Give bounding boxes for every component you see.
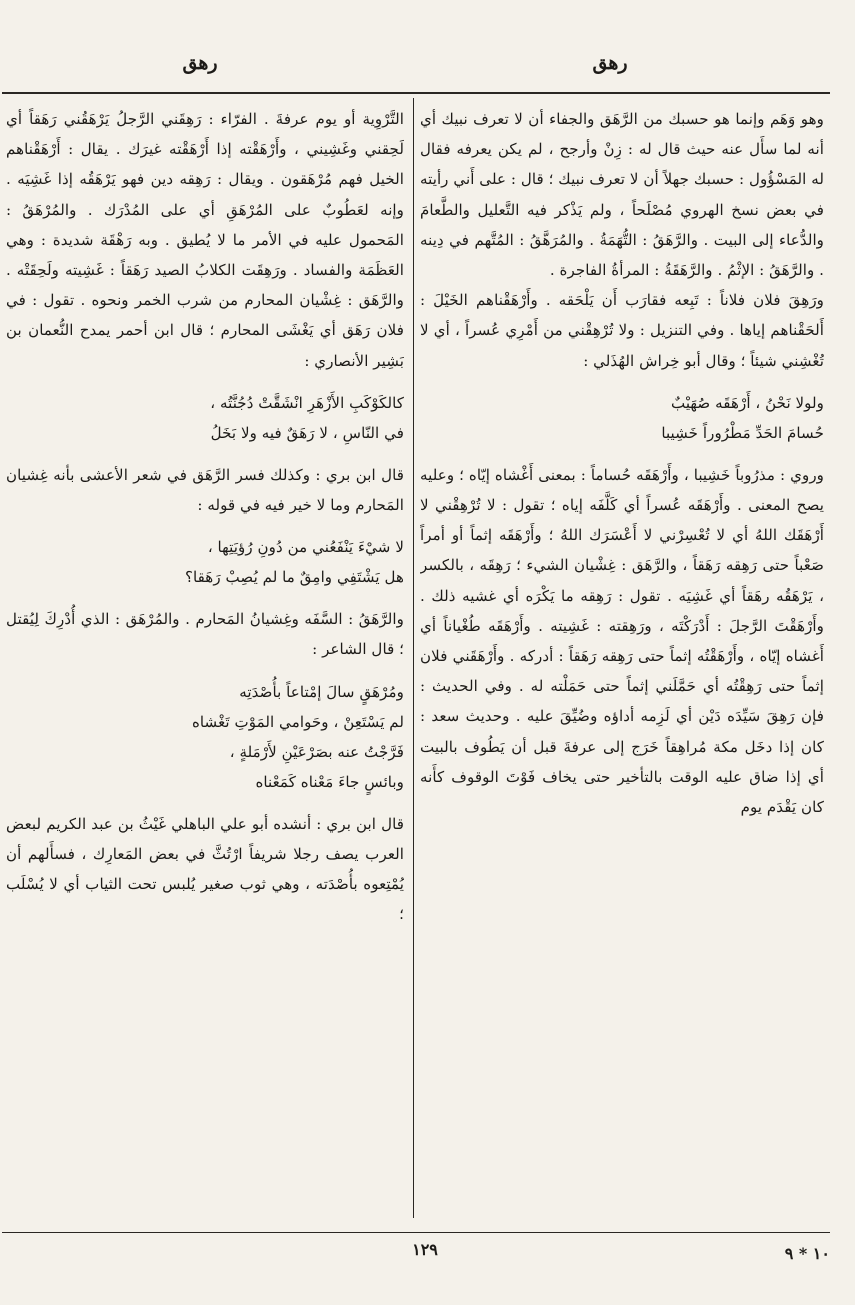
running-head-left: رهق [182,52,218,74]
verse-line: فَرَّجْتُ عنه بصَرْعَيْنِ لأَرْمَلةٍ ، [229,742,404,761]
paragraph: قال ابن بري : وكذلك فسر الرَّهَق في شعر الأعشى بأنه غِشيان المَحارم وما لا خير فيه في قوله : [6,465,404,515]
header-rule [2,92,830,94]
column-divider [413,98,414,1218]
paragraph: ورَهِقَ فلان فلاناً : تَبِعه فقارَب أَن يَلْحَقه . وأَرْهَقْناهم الخَيْلَ : أَلحَقْناهم إياها . وفي التنزيل : ولا تُرْهِقْني من أَمْرِي عُسراً ، أي لا تُغْشِني شيئاً ؛ وقال أبو خِراش الهُذَلي : [420,291,824,370]
verse-line: لا شيْءَ يَنْفَعُني من دُونِ رُؤيَتِها ، [207,538,404,557]
verse-line: وبائسٍ جاءَ مَعْناه كَمَعْناه [255,772,404,791]
verse-line: هل يَشْتَفِي وامِقٌ ما لم يُصِبْ رَهَقا؟ [184,568,404,587]
paragraph: وروي : مذرُوباً خَشِيبا ، وأَرْهَقَه حُساماً : بمعنى أَغْشاه إيّاه ؛ وعليه يصح المعنى . وأَرْهَقَه عُسراً أي كَلَّفَه إياه ؛ تقول : لا تُرْهِقْني لا أَرْهَقَك اللهُ أي لا تُعْسِرْني لا أَعْسَرَك اللهُ ؛ وأَرْهَقَه إثماً أو أمراً صَعْباً حتى رَهِقه رَهَقاً ، والرَّهَق : غِشْيان الشيء ؛ رَهِقَه ، بالكسر ، يَرْهَقُه رهَقاً أي غَشِيَه . تقول : رَهِقه ما يَكْرَه أي غشيه ذلك . وأَرْهَقْتَ الرَّجلَ : أَدْرَكْتَه ، ورَهِقته : غَشِيته . وأَرْهَقَه طُغْياناً أي أَغشاه إيّاه ، وأَرْهَقْتُه إثماً حتى رَهِقه رَهَقاً : أدركه . وأَرْهَقَني فلان إثماً حتى رَهِقْتُه أي حَمَّلَني إثماً حتى حَمَلْته له . وفي الحديث : فإن رَهِقَ سَيِّدَه دَيْن أي لَزِمه أداؤه وضُيِّقَ عليه . وحديث سعد : كان إذا دخَل مكة مُراهِقاً خَرَج إلى عرفةَ قبل أن يَطُوف بالبيت أي إذا ضاق عليه الوقت بالتأخير حتى يخاف فَوْتَ الوقوف كأَنه كان يَقْدَم يوم [420,465,824,817]
verse-block [6,520,404,604]
verse-line: ولولا نَحْنُ ، أَرْهَقَه صُهَيْبٌ [670,393,824,412]
paragraph: التَّرْوِية أو يوم عرفةَ . الفرّاء : رَهِقَني الرَّجلُ يَرْهَقُني رَهَقاً أي لَحِقني وغَشِيني ، وأَرْهَقْته إذا أَرْهَقْته غيرَك . يقال : أَرْهَقْناهم الخيل فهم مُرْهَقون . ويقال : رَهِقه دين فهو يَرْهَقُه إذا غَشِيَه . وإنه لعَطُوبٌ على المُرْهَقِ أي على المُدْرَك . والمُرْهَقُ : المَحمول عليه في الأمر ما لا يُطيق . وبه رَهْقَة شديدة : وهي العَظَمَة والفساد . ورَهِقَت الكلابُ الصيد رَهَقاً : غَشِيته ولَحِقَتْه . والرَّهَق : غِشْيان المحارم من شرب الخمر ونحوه . تقول : في فلان رَهَق أي يَغْشَى المحارم ؛ قال ابن أحمر يمدح النُّعمان بن بَشِير الأنصاري : [6,110,404,370]
right-column [420,104,824,1216]
verse-line: لم يَسْتَعِنْ ، وحَوامي المَوْتِ تَغْشاه [191,712,404,731]
paragraph: قال ابن بري : أنشده أبو علي الباهلي غَيْثُ بن عبد الكريم لبعض العرب يصف رجلا شريفاً ارْتُثَّ في بعض المَعارِك ، فسأَلهم أن يُمْتِعوه بأُصْدَته ، وهي ثوب صغير يُلبس تحت الثياب أي لا يُسْلَب ؛ [6,814,404,924]
verse-block [6,665,404,809]
footer-rule [2,1232,830,1233]
running-head-right: رهق [592,52,628,74]
page-number: ١٢٩ [412,1240,438,1259]
left-column [6,104,404,1216]
verse-line: كالكَوْكَبِ الأَزْهَرِ انْشَقَّتْ دُجُنَّتُه ، [210,393,404,412]
verse-line: حُسامَ الحَدِّ مَطْرُوراً خَشِيبا [661,423,824,442]
signature-mark: ۹ * ۱۰ [784,1244,830,1263]
paragraph: والرَّهَقُ : السَّفَه وغِشيانُ المَحارم . والمُرْهَق : الذي أُدْرِكَ لِيُقتل ؛ قال الشاعر : [6,610,404,659]
verse-block [420,376,824,460]
paragraph: وهو وَهَم وإنما هو حسبك من الرَّهَق والجفاء أن لا تعرف نبيك أي أنه لما سأَل عنه حيث قال له : زِنْ وأرجح ، لم يكن يعرفه فقال له المَسْؤُول : حسبك جهلاً أن لا تعرف نبيك ؛ قال : على أَني رأيته في بعض نسخ الهروي مُصْلَحاً ، ولم يَذْكر فيه التَّعليل والطَّعامَ والدُّعاء إلى البيت . والرَّهَقُ : التُّهَمَةُ . والمُرَهَّقُ : المُتَّهم في دِينه . والرَّهَقُ : الإثْمُ . والرَّهَقَةُ : المرأةُ الفاجرة . [420,110,824,280]
verse-block [6,376,404,460]
verse-line: ومُرْهَقٍ سالَ إمْتاعاً بأُصْدَتِه [239,682,404,701]
verse-line: في النّاسِ ، لا رَهَقٌ فيه ولا بَخَلُ [210,423,404,442]
